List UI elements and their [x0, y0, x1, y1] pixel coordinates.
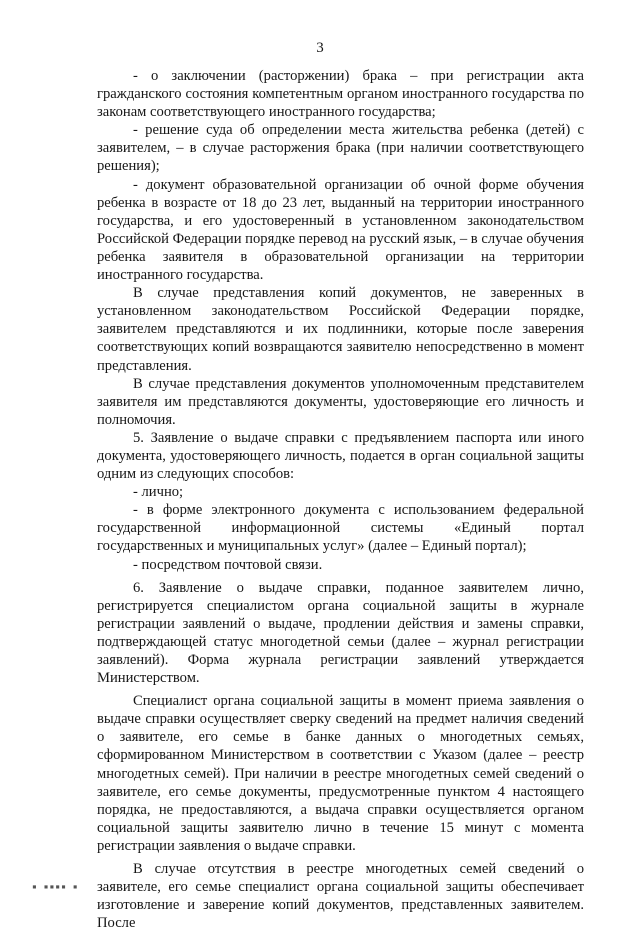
- paragraph-electronic-form: - в форме электронного документа с использованием федеральной государственной информационной системы «Единый портал государственных и муниципальных услуг» (далее – Единый портал);: [97, 502, 584, 555]
- paragraph-registry-check: Специалист органа социальной защиты в момент приема заявления о выдаче справки осуществляет сверку сведений на предмет наличия сведений о заявителе, его семье в банке данных о многодетных семьях, сформированном Министерством в соответствии с Указом (далее – реестр многодетных семей). При наличии в реестре многодетных семей сведений о заявителе, его семье документы, предусмотренные пунктом 4 настоящего порядка, не предоставляются, а выдача справки осуществляется органом социальной защиты заявителю лично в течение 15 минут с момента регистрации заявления о выдаче справки.: [97, 693, 584, 854]
- paragraph-item-5-submission: 5. Заявление о выдаче справки с предъявлением паспорта или иного документа, удостоверяющего личность, подается в орган социальной защиты одним из следующих способов:: [97, 429, 584, 483]
- paragraph-unverified-copies: В случае представления копий документов, не заверенных в установленном законодательством Российской Федерации порядке, заявителем представляются и их подлинники, которые после заверения соответствующих копий возвращаются заявителю непосредственно в момент представления.: [97, 285, 584, 374]
- paragraph-registry-absent: В случае отсутствия в реестре многодетных семей сведений о заявителе, его семье специалист органа социальной защиты обеспечивает изготовление и заверение копий документов, представленных заявителем. После: [97, 861, 584, 932]
- paragraph-education-document: - документ образовательной организации об очной форме обучения ребенка в возрасте от 18 до 23 лет, выданный на территории иностранного государства, и его удостоверенный в установленном законодательством Российской Федерации порядке перевод на русский язык, – в случае обучения ребенка заявителя в образовательной организации на территории иностранного государства.: [97, 176, 584, 284]
- paragraph-in-person: - лично;: [133, 484, 184, 501]
- document-body: [97, 67, 584, 932]
- scan-footer-mark: ▪ ▪▪▪▪ ▪: [32, 882, 79, 891]
- paragraph-authorized-representative: В случае представления документов уполномоченным представителем заявителя им представляются документы, удостоверяющие его личность и полномочия.: [97, 375, 584, 428]
- paragraph-item-6-registration: 6. Заявление о выдаче справки, поданное заявителем лично, регистрируется специалистом органа социальной защиты в журнале регистрации заявлений о выдаче, продлении действия и замены справки, подтверждающей статус многодетной семьи (далее – журнал регистрации заявлений). Форма журнала регистрации заявлений утверждается Министерством.: [97, 579, 584, 687]
- paragraph-marriage-conclusion: - о заключении (расторжении) брака – при регистрации акта гражданского состояния компетентным органом иностранного государства по законам соответствующего иностранного государства;: [97, 68, 584, 121]
- paragraph-postal: - посредством почтовой связи.: [133, 556, 323, 573]
- paragraph-court-decision: - решение суда об определении места жительства ребенка (детей) с заявителем, – в случае расторжения брака (при наличии соответствующего решения);: [97, 122, 584, 175]
- page-number: 3: [316, 40, 324, 56]
